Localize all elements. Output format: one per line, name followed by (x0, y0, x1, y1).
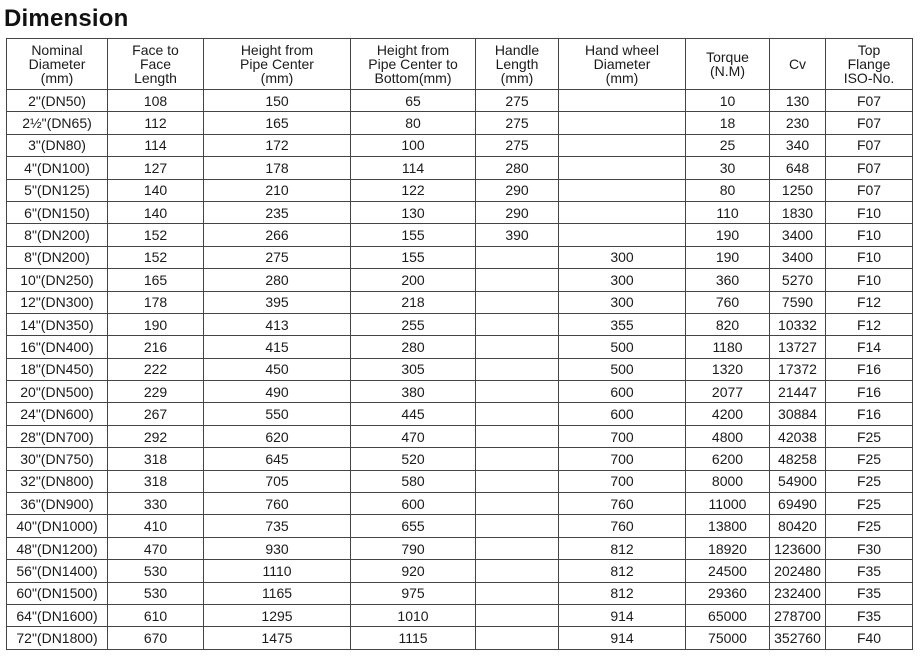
table-cell: F25 (826, 425, 913, 447)
column-header-line: ISO-No. (843, 70, 895, 86)
table-cell: 300 (559, 291, 686, 313)
table-cell: 114 (351, 157, 476, 179)
table-cell: 290 (476, 201, 559, 223)
table-row (7, 336, 913, 358)
table-cell: F35 (826, 582, 913, 604)
table-cell: 390 (476, 224, 559, 246)
table-row (7, 224, 913, 246)
table-cell: 275 (476, 134, 559, 156)
column-header (351, 39, 476, 90)
table-cell: 1115 (351, 627, 476, 649)
table-cell: 3400 (770, 246, 826, 268)
table-cell (476, 582, 559, 604)
table-cell: 80 (351, 112, 476, 134)
table-cell: F07 (826, 134, 913, 156)
table-cell: 530 (108, 560, 204, 582)
table-cell: 229 (108, 381, 204, 403)
table-cell (476, 381, 559, 403)
table-cell: F16 (826, 403, 913, 425)
table-cell: 275 (476, 112, 559, 134)
table-cell: 1295 (204, 604, 351, 626)
table-cell: 920 (351, 560, 476, 582)
table-cell: 290 (476, 179, 559, 201)
table-cell: 25 (686, 134, 770, 156)
table-cell: 10332 (770, 313, 826, 335)
table-cell: F10 (826, 246, 913, 268)
table-cell: 520 (351, 448, 476, 470)
table-cell: 2"(DN50) (7, 90, 108, 112)
table-cell: 700 (559, 470, 686, 492)
table-cell: 48258 (770, 448, 826, 470)
table-cell: 318 (108, 448, 204, 470)
table-cell: 355 (559, 313, 686, 335)
table-cell: 600 (559, 381, 686, 403)
table-row (7, 448, 913, 470)
column-header-line: Flange (847, 56, 891, 72)
table-cell: 1180 (686, 336, 770, 358)
table-cell: 108 (108, 90, 204, 112)
dimension-table (6, 38, 913, 650)
table-cell: 48"(DN1200) (7, 537, 108, 559)
table-cell: 56"(DN1400) (7, 560, 108, 582)
table-cell: 1010 (351, 604, 476, 626)
table-cell: 7590 (770, 291, 826, 313)
table-cell: F10 (826, 269, 913, 291)
table-cell: 130 (351, 201, 476, 223)
table-cell: 8"(DN200) (7, 246, 108, 268)
table-cell: 395 (204, 291, 351, 313)
table-cell: 410 (108, 515, 204, 537)
table-cell: F07 (826, 90, 913, 112)
column-header-line: Handle (494, 42, 540, 58)
table-cell: 190 (686, 246, 770, 268)
table-cell: 735 (204, 515, 351, 537)
column-header-line: Face to (132, 42, 179, 58)
table-cell: 1250 (770, 179, 826, 201)
table-cell: 352760 (770, 627, 826, 649)
page-title: Dimension (4, 5, 129, 32)
table-cell: 32"(DN800) (7, 470, 108, 492)
table-row (7, 560, 913, 582)
table-row (7, 90, 913, 112)
column-header-line: (mm) (605, 70, 639, 86)
table-cell: 165 (108, 269, 204, 291)
table-cell: 275 (204, 246, 351, 268)
table-cell: 14"(DN350) (7, 313, 108, 335)
table-cell: 100 (351, 134, 476, 156)
table-cell: 216 (108, 336, 204, 358)
table-cell: 266 (204, 224, 351, 246)
column-header (686, 39, 770, 90)
table-cell: 1475 (204, 627, 351, 649)
table-cell: F14 (826, 336, 913, 358)
table-cell (476, 246, 559, 268)
table-cell (559, 157, 686, 179)
table-cell: 812 (559, 560, 686, 582)
table-cell (559, 134, 686, 156)
table-cell: 13800 (686, 515, 770, 537)
table-row (7, 291, 913, 313)
column-header-line: Length (134, 70, 177, 86)
table-cell: 230 (770, 112, 826, 134)
table-cell: 413 (204, 313, 351, 335)
table-cell (476, 313, 559, 335)
table-cell: 190 (108, 313, 204, 335)
table-cell: 340 (770, 134, 826, 156)
table-cell: 8"(DN200) (7, 224, 108, 246)
table-cell: 914 (559, 604, 686, 626)
table-cell: 18 (686, 112, 770, 134)
table-cell: 3400 (770, 224, 826, 246)
table-cell: 760 (559, 493, 686, 515)
table-row (7, 582, 913, 604)
table-cell (476, 515, 559, 537)
table-cell: 24500 (686, 560, 770, 582)
table-cell: 760 (686, 291, 770, 313)
table-cell: 1320 (686, 358, 770, 380)
table-row (7, 515, 913, 537)
table-cell: 200 (351, 269, 476, 291)
table-cell: 123600 (770, 537, 826, 559)
column-header (476, 39, 559, 90)
table-cell: 13727 (770, 336, 826, 358)
table-cell: 17372 (770, 358, 826, 380)
table-row (7, 269, 913, 291)
table-row (7, 381, 913, 403)
column-header (826, 39, 913, 90)
table-row (7, 246, 913, 268)
column-header-line: Top (857, 42, 881, 58)
table-cell: 2½"(DN65) (7, 112, 108, 134)
table-cell (559, 201, 686, 223)
table-cell: 580 (351, 470, 476, 492)
table-cell: F07 (826, 157, 913, 179)
table-cell: 69490 (770, 493, 826, 515)
table-cell (476, 336, 559, 358)
table-cell (476, 560, 559, 582)
table-cell: 12"(DN300) (7, 291, 108, 313)
table-cell: 75000 (686, 627, 770, 649)
table-cell: 130 (770, 90, 826, 112)
table-cell: 80 (686, 179, 770, 201)
table-cell: 275 (476, 90, 559, 112)
column-header-line: Height from (376, 42, 450, 58)
column-header-line: Pipe Center (240, 56, 314, 72)
table-header (7, 39, 913, 90)
table-cell: 470 (108, 537, 204, 559)
table-cell: F16 (826, 358, 913, 380)
table-cell: 3"(DN80) (7, 134, 108, 156)
table-cell: F25 (826, 493, 913, 515)
table-cell: 490 (204, 381, 351, 403)
table-cell: 232400 (770, 582, 826, 604)
table-cell: 114 (108, 134, 204, 156)
table-cell (559, 112, 686, 134)
table-cell: 380 (351, 381, 476, 403)
table-cell: F12 (826, 313, 913, 335)
column-header-line: Face (139, 56, 172, 72)
table-cell: 10 (686, 90, 770, 112)
table-cell: 18"(DN450) (7, 358, 108, 380)
table-cell: 500 (559, 358, 686, 380)
table-cell (476, 537, 559, 559)
table-cell: 550 (204, 403, 351, 425)
table-cell: 470 (351, 425, 476, 447)
table-cell: 210 (204, 179, 351, 201)
table-row (7, 604, 913, 626)
table-cell: 165 (204, 112, 351, 134)
table-cell: 222 (108, 358, 204, 380)
column-header-line: Cv (788, 56, 807, 72)
table-cell: 5270 (770, 269, 826, 291)
table-row (7, 134, 913, 156)
column-header (770, 39, 826, 90)
table-cell: 140 (108, 179, 204, 201)
table-cell (476, 403, 559, 425)
table-cell: F16 (826, 381, 913, 403)
table-cell (476, 269, 559, 291)
table-cell: 6"(DN150) (7, 201, 108, 223)
table-cell (476, 291, 559, 313)
table-cell (559, 224, 686, 246)
column-header-line: (mm) (260, 70, 294, 86)
table-cell: 360 (686, 269, 770, 291)
table-cell: 267 (108, 403, 204, 425)
table-cell: 600 (351, 493, 476, 515)
table-cell: 280 (351, 336, 476, 358)
table-row (7, 493, 913, 515)
table-cell: 4200 (686, 403, 770, 425)
table-cell: 760 (204, 493, 351, 515)
table-cell: 178 (204, 157, 351, 179)
table-cell: 600 (559, 403, 686, 425)
table-cell: 64"(DN1600) (7, 604, 108, 626)
table-cell: 28"(DN700) (7, 425, 108, 447)
column-header-line: Length (495, 56, 539, 72)
table-cell: 65 (351, 90, 476, 112)
table-cell: 72"(DN1800) (7, 627, 108, 649)
table-cell: 20"(DN500) (7, 381, 108, 403)
table-cell: 790 (351, 537, 476, 559)
table-row (7, 627, 913, 649)
table-body (7, 90, 913, 650)
table-cell: 975 (351, 582, 476, 604)
table-cell: 1110 (204, 560, 351, 582)
table-cell: F10 (826, 224, 913, 246)
table-cell (476, 358, 559, 380)
table-row (7, 112, 913, 134)
column-header-line: Torque (706, 49, 749, 65)
column-header-line: Hand wheel (585, 42, 659, 58)
table-cell (476, 470, 559, 492)
table-cell: 10"(DN250) (7, 269, 108, 291)
table-cell: F25 (826, 515, 913, 537)
table-cell: 914 (559, 627, 686, 649)
table-cell: 255 (351, 313, 476, 335)
table-cell: 300 (559, 246, 686, 268)
table-cell: 16"(DN400) (7, 336, 108, 358)
table-row (7, 537, 913, 559)
table-cell (476, 448, 559, 470)
table-row (7, 179, 913, 201)
table-cell: 705 (204, 470, 351, 492)
table-cell: 150 (204, 90, 351, 112)
table-cell: 655 (351, 515, 476, 537)
table-cell: 65000 (686, 604, 770, 626)
table-cell: 190 (686, 224, 770, 246)
table-cell (476, 493, 559, 515)
table-cell: 40"(DN1000) (7, 515, 108, 537)
table-cell: 122 (351, 179, 476, 201)
table-cell: 235 (204, 201, 351, 223)
table-cell: 280 (204, 269, 351, 291)
column-header (204, 39, 351, 90)
table-cell: 54900 (770, 470, 826, 492)
table-cell: 812 (559, 582, 686, 604)
table-row (7, 157, 913, 179)
table-cell: 155 (351, 246, 476, 268)
table-cell: 280 (476, 157, 559, 179)
table-cell: F30 (826, 537, 913, 559)
table-cell: 2077 (686, 381, 770, 403)
table-cell (559, 179, 686, 201)
table-cell: F40 (826, 627, 913, 649)
table-cell: 318 (108, 470, 204, 492)
table-cell: 80420 (770, 515, 826, 537)
table-cell: F12 (826, 291, 913, 313)
table-cell: 445 (351, 403, 476, 425)
table-cell: 645 (204, 448, 351, 470)
table-cell: 760 (559, 515, 686, 537)
table-cell: 36"(DN900) (7, 493, 108, 515)
table-cell: 700 (559, 448, 686, 470)
table-cell: F07 (826, 112, 913, 134)
table-cell: 450 (204, 358, 351, 380)
table-cell: 4"(DN100) (7, 157, 108, 179)
table-cell: 30 (686, 157, 770, 179)
table-cell: 278700 (770, 604, 826, 626)
column-header-line: (N.M) (710, 63, 745, 79)
table-cell: 305 (351, 358, 476, 380)
table-cell: 202480 (770, 560, 826, 582)
table-cell: 700 (559, 425, 686, 447)
table-cell (476, 604, 559, 626)
table-cell: 500 (559, 336, 686, 358)
column-header (108, 39, 204, 90)
table-cell: 930 (204, 537, 351, 559)
table-cell: 30"(DN750) (7, 448, 108, 470)
column-header (7, 39, 108, 90)
table-cell: 110 (686, 201, 770, 223)
table-cell: 330 (108, 493, 204, 515)
table-cell: 292 (108, 425, 204, 447)
column-header-line: Diameter (28, 56, 86, 72)
table-cell: F35 (826, 560, 913, 582)
column-header-line: Pipe Center to (368, 56, 458, 72)
table-cell: F25 (826, 470, 913, 492)
column-header-line: Bottom(mm) (374, 70, 452, 86)
table-cell: 21447 (770, 381, 826, 403)
column-header (559, 39, 686, 90)
table-cell: 6200 (686, 448, 770, 470)
table-cell: 60"(DN1500) (7, 582, 108, 604)
table-cell (476, 425, 559, 447)
table-row (7, 403, 913, 425)
table-cell: 300 (559, 269, 686, 291)
table-cell: 127 (108, 157, 204, 179)
table-cell: 5"(DN125) (7, 179, 108, 201)
table-cell: 610 (108, 604, 204, 626)
column-header-line: (mm) (40, 70, 74, 86)
table-row (7, 425, 913, 447)
column-header-line: Nominal (31, 42, 83, 58)
table-row (7, 313, 913, 335)
table-cell: F35 (826, 604, 913, 626)
table-row (7, 201, 913, 223)
table-cell: 30884 (770, 403, 826, 425)
table-cell: 820 (686, 313, 770, 335)
column-header-line: Height from (240, 42, 314, 58)
table-cell (476, 627, 559, 649)
table-cell: 18920 (686, 537, 770, 559)
table-cell: 648 (770, 157, 826, 179)
table-row (7, 358, 913, 380)
table-cell: 24"(DN600) (7, 403, 108, 425)
table-cell: 415 (204, 336, 351, 358)
table-cell: 29360 (686, 582, 770, 604)
table-cell: 172 (204, 134, 351, 156)
table-cell: 112 (108, 112, 204, 134)
table-cell: 530 (108, 582, 204, 604)
column-header-line: (mm) (500, 70, 534, 86)
column-header-line: Diameter (593, 56, 651, 72)
table-cell: 218 (351, 291, 476, 313)
table-cell: 152 (108, 246, 204, 268)
table-cell: 670 (108, 627, 204, 649)
table-cell: 620 (204, 425, 351, 447)
header-row (7, 39, 913, 90)
table-cell: 11000 (686, 493, 770, 515)
table-cell: 4800 (686, 425, 770, 447)
table-row (7, 470, 913, 492)
table-cell: 140 (108, 201, 204, 223)
table-cell: 152 (108, 224, 204, 246)
table-cell: 1165 (204, 582, 351, 604)
table-cell: 155 (351, 224, 476, 246)
table-cell: F10 (826, 201, 913, 223)
table-cell: 1830 (770, 201, 826, 223)
table-cell: 812 (559, 537, 686, 559)
table-cell: 8000 (686, 470, 770, 492)
table-cell: 178 (108, 291, 204, 313)
table-cell: F07 (826, 179, 913, 201)
table-cell (559, 90, 686, 112)
table-cell: 42038 (770, 425, 826, 447)
table-cell: F25 (826, 448, 913, 470)
